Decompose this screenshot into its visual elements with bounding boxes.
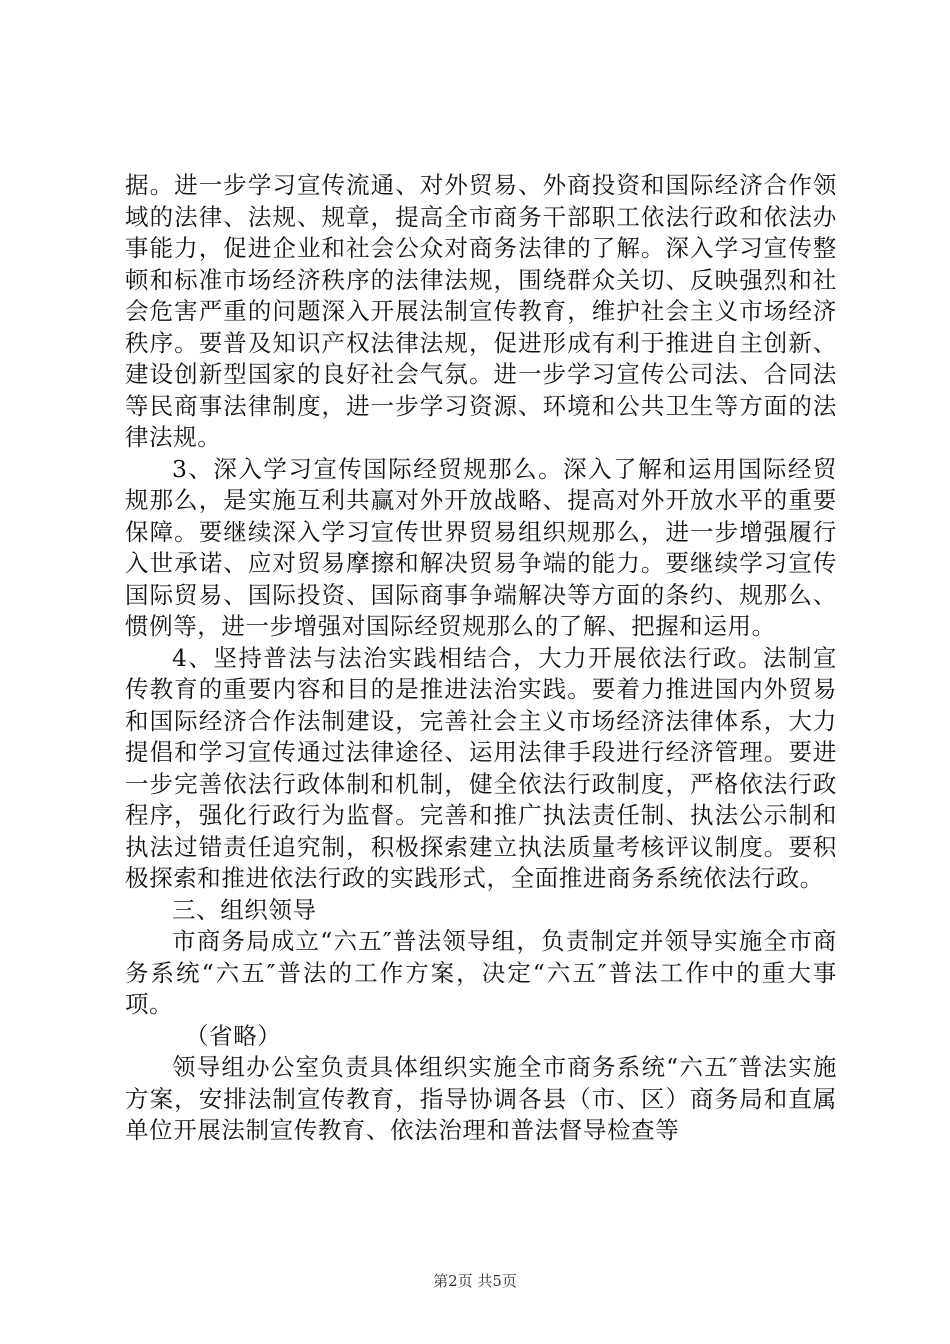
paragraph-office-duties: 领导组办公室负责具体组织实施全市商务系统“六五″普法实施方案，安排法制宣传教育，指导协调各县（市、区）商务局和直属单位开展法制宣传教育、依法治理和普法督导检查等 (125, 1053, 837, 1144)
document-body (125, 170, 837, 1147)
paragraph-leading-group: 市商务局成立“六五″普法领导组，负责制定并领导实施全市商务系统“六五″普法的工作方案，决定“六五″普法工作中的重大事项。 (125, 927, 837, 1018)
paragraph-item-4: 4、坚持普法与法治实践相结合，大力开展依法行政。法制宣传教育的重要内容和目的是推进法治实践。要着力推进国内外贸易和国际经济合作法制建设，完善社会主义市场经济法律体系，大力提倡和学习宣传通过法律途径、运用法律手段进行经济管理。要进一步完善依法行政体制和机制，健全依法行政制度，严格依法行政程序，强化行政行为监督。完善和推广执法责任制、执法公示制和执法过错责任追究制，积极探索建立执法质量考核评议制度。要积极探索和推进依法行政的实践形式，全面推进商务系统依法行政。 (125, 643, 837, 892)
paragraph-omitted: （省略） (185, 1021, 282, 1050)
paragraph-laws-study: 据。进一步学习宣传流通、对外贸易、外商投资和国际经济合作领域的法律、法规、规章，提高全市商务干部职工依法行政和依法办事能力，促进企业和社会公众对商务法律的了解。深入学习宣传整顿和标准市场经济秩序的法律法规，围绕群众关切、反映强烈和社会危害严重的问题深入开展法制宣传教育，维护社会主义市场经济秩序。要普及知识产权法律法规，促进形成有利于推进自主创新、建设创新型国家的良好社会气氛。进一步学习宣传公司法、合同法等民商事法律制度，进一步学习资源、环境和公共卫生等方面的法律法规。 (125, 171, 837, 451)
section-heading-organization: 三、组织领导 (172, 895, 317, 924)
paragraph-item-3: 3、深入学习宣传国际经贸规那么。深入了解和运用国际经贸规那么，是实施互利共赢对外开放战略、提高对外开放水平的重要保障。要继续深入学习宣传世界贸易组织规那么，进一步增强履行入世承诺、应对贸易摩擦和解决贸易争端的能力。要继续学习宣传国际贸易、国际投资、国际商事争端解决等方面的条约、规那么、惯例等，进一步增强对国际经贸规那么的了解、把握和运用。 (125, 454, 837, 640)
page-number-footer: 第2页 共5页 (433, 1272, 517, 1290)
